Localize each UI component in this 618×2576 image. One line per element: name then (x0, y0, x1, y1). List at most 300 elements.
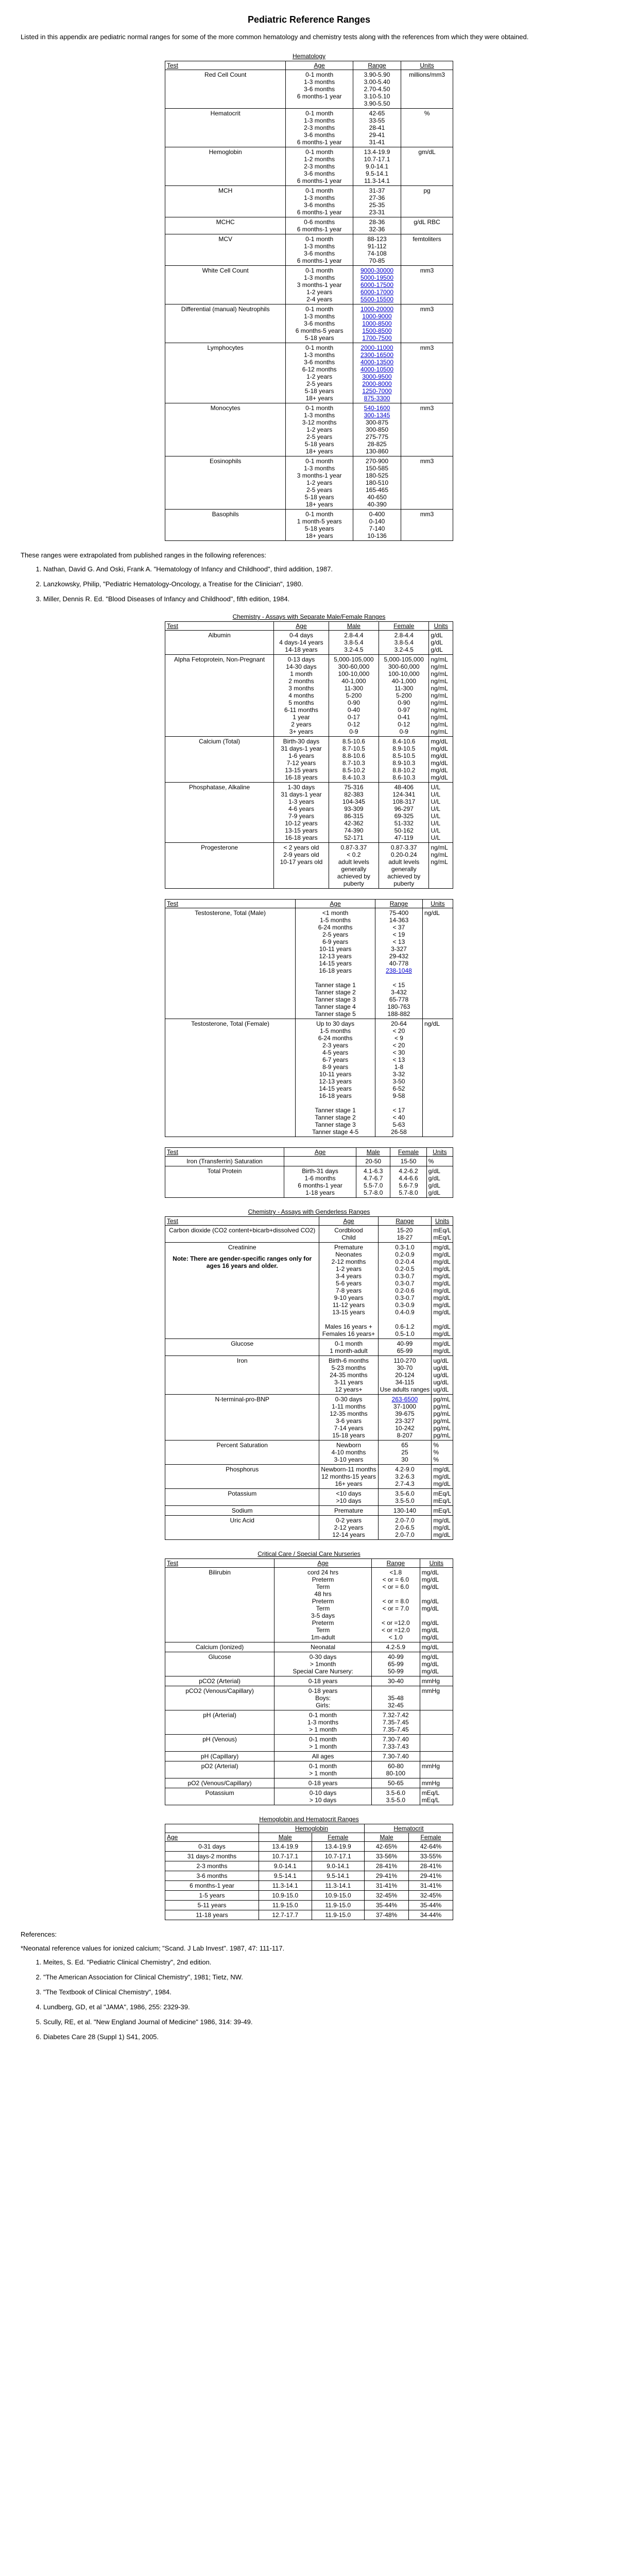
cell-line: 1-5 months (320, 917, 351, 924)
table-cell: 6 months-1 year (165, 1881, 259, 1891)
table-cell (286, 403, 353, 456)
cell-line: pg/mL (433, 1417, 451, 1425)
cell-line: 8.5-10.5 (392, 752, 416, 759)
cell-line: 5.6-7.9 (399, 1182, 418, 1189)
table-row (165, 1686, 453, 1710)
range-link[interactable]: 1250-7000 (362, 387, 392, 395)
test-name (165, 1243, 319, 1339)
cell-line: 7-140 (369, 525, 385, 532)
cell-line: 0.6-1.2 (395, 1323, 415, 1330)
range-link[interactable]: 2300-16500 (360, 351, 394, 359)
table-cell: 37-48% (365, 1910, 409, 1920)
cell-line: 91-112 (367, 243, 387, 250)
cell-line: 28-36 (369, 218, 385, 226)
test-name (165, 1686, 274, 1710)
table-cell (353, 109, 401, 147)
cell-line: 25 (401, 1449, 408, 1456)
cell-line: 47-119 (394, 834, 414, 841)
cell-line: puberty (393, 880, 415, 887)
table-cell (390, 1166, 426, 1198)
table-row (165, 343, 453, 403)
cell-line: 8.5-10.6 (342, 738, 365, 745)
cell-line: < or =12.0 (381, 1619, 410, 1626)
cell-line: 8.9-10.3 (392, 759, 416, 767)
chemistry-genderless-table (165, 1208, 453, 1540)
cell-line (422, 1736, 451, 1743)
table-row (165, 1735, 453, 1752)
units: mm3 (401, 510, 453, 541)
column-header: Age (296, 900, 375, 908)
range-link[interactable]: 9000-30000 (360, 267, 394, 274)
range-link[interactable]: 1000-8500 (362, 320, 392, 327)
test-label: pO2 (Arterial) (201, 1762, 238, 1770)
cell-line: mg/dL (421, 1634, 439, 1641)
table-cell: 42-65% (365, 1842, 409, 1852)
cell-line: 14-15 years (319, 1085, 352, 1092)
table-cell (274, 1735, 372, 1752)
cell-line: mg/dL (421, 1576, 439, 1583)
cell-line: 2.8-4.4 (394, 632, 414, 639)
cell-line: 35-48 (387, 1694, 404, 1702)
cell-line: <1 month (322, 909, 349, 917)
cell-line: 5-18 years (304, 334, 334, 342)
cell-line: 9-58 (392, 1092, 405, 1099)
range-link[interactable]: 1700-7500 (362, 334, 392, 342)
range-link[interactable]: 875-3300 (364, 395, 390, 402)
cell-line: % (433, 1456, 439, 1463)
units: mm3 (401, 343, 453, 403)
cell-line: 5-18 years (304, 494, 334, 501)
table-row (165, 737, 453, 783)
range-line (355, 274, 399, 281)
cell-line: 31-41 (369, 139, 385, 146)
table-cell: 31-41% (409, 1881, 453, 1891)
hgb-hct-section (21, 1816, 597, 1920)
group-header: Hematocrit (365, 1824, 453, 1833)
cell-line: % (428, 1158, 434, 1165)
cell-line: ng/mL (431, 714, 448, 721)
table-cell: 3-6 months (165, 1871, 259, 1881)
table-cell: 13.4-19.9 (312, 1842, 365, 1852)
cell-line: < or = 7.0 (382, 1605, 409, 1612)
cell-line: 1-11 months (332, 1403, 366, 1410)
cell-line: 16-18 years (285, 774, 318, 781)
cell-line: 48-406 (394, 784, 414, 791)
cell-line: 8.8-10.2 (392, 767, 416, 774)
table-cell (432, 1243, 453, 1339)
cell-line: Tanner stage 3 (315, 1121, 356, 1128)
test-label: pO2 (Venous/Capillary) (187, 1780, 252, 1787)
cell-line: 3.10-5.10 (364, 93, 390, 100)
reference-item: 2. Lanzkowsky, Philip, "Pediatric Hematology-Oncology, a Treatise for the Clinician", 1980. (43, 580, 597, 588)
cell-line (422, 1743, 451, 1750)
cell-line: 18+ years (305, 501, 333, 508)
cell-line: Tanner stage 4 (315, 1003, 356, 1010)
cell-line: g/dL (428, 1175, 440, 1182)
cell-line: 14-363 (389, 917, 409, 924)
cell-line: 75-316 (344, 784, 364, 791)
column-header: Age (286, 61, 353, 70)
range-link[interactable]: 6000-17500 (360, 281, 394, 289)
table-cell (432, 1465, 453, 1489)
table-cell (274, 1761, 372, 1778)
cell-line: 23-31 (369, 209, 385, 216)
cell-line: 0-140 (369, 518, 385, 525)
test-name: MCV (165, 234, 286, 266)
table-cell (420, 1788, 453, 1805)
test-name: Basophils (165, 510, 286, 541)
cell-line: 1-18 years (305, 1189, 335, 1196)
cell-line: mg/dL (431, 752, 448, 759)
range-link[interactable]: 263-6500 (391, 1396, 418, 1403)
cell-line: 5-18 years (304, 387, 334, 395)
cell-line: 20-50 (365, 1158, 382, 1165)
cell-line: 0-1 month (305, 344, 334, 351)
cell-line: 1-3 months (304, 465, 335, 472)
cell-line: 2-12 years (334, 1524, 364, 1531)
cell-line: 69-325 (394, 812, 414, 820)
cell-line: 3-6 months (304, 359, 335, 366)
table-cell: 9.0-14.1 (259, 1861, 312, 1871)
cell-line: mg/dL (431, 738, 448, 745)
cell-line: 50-65 (387, 1780, 404, 1787)
cell-line: < 15 (392, 981, 405, 989)
cell-line: 300-60,000 (388, 663, 420, 670)
table-cell (353, 234, 401, 266)
column-header: Units (432, 1217, 453, 1226)
cell-line: 31-37 (369, 187, 385, 194)
table-cell (420, 1710, 453, 1735)
cell-line: 4 months (288, 692, 314, 699)
table-row (165, 266, 453, 304)
table-cell (296, 908, 375, 1019)
table-cell (420, 1761, 453, 1778)
column-header: Range (371, 1559, 420, 1568)
cell-line: Boys: (315, 1694, 331, 1702)
range-link[interactable]: 1000-20000 (360, 306, 394, 313)
table-row (165, 843, 453, 889)
cell-line: g/dL (431, 632, 443, 639)
header-row (165, 622, 453, 631)
cell-line: ng/mL (431, 721, 448, 728)
cell-line: < 19 (392, 931, 405, 938)
cell-line: 3.8-5.4 (394, 639, 414, 646)
reference-item: 3. "The Textbook of Clinical Chemistry", 1984. (43, 1988, 597, 1996)
cell-line: 6-7 years (322, 1056, 349, 1063)
table-cell: 11-18 years (165, 1910, 259, 1920)
test-label: pH (Arterial) (203, 1711, 236, 1719)
cell-line: 3.90-5.90 (364, 71, 390, 78)
table-cell: 0-31 days (165, 1842, 259, 1852)
cell-line: 6 months-1 year (298, 1182, 342, 1189)
test-note: Note: There are gender-specific ranges only for ages 16 years and older. (173, 1255, 312, 1269)
cell-line: 10-136 (367, 532, 387, 539)
cell-line: 86-315 (344, 812, 364, 820)
range-link[interactable]: 3000-9500 (362, 373, 392, 380)
column-header: Age (274, 1559, 372, 1568)
cell-line: 13-15 years (285, 767, 318, 774)
cell-line: 3.2-6.3 (395, 1473, 415, 1480)
cell-line: 65-99 (397, 1347, 413, 1354)
cell-line: 31 days-1 year (281, 745, 322, 752)
table-cell (429, 655, 453, 737)
column-header: Male (365, 1833, 409, 1842)
cell-line (377, 974, 421, 981)
test-label: Uric Acid (230, 1517, 254, 1524)
cell-line: 11.3-14.1 (364, 177, 390, 184)
cell-line: generally (341, 866, 367, 873)
cell-line: 1 month (290, 670, 313, 677)
table-cell (371, 1710, 420, 1735)
cell-line: mg/dL (421, 1643, 439, 1651)
range-link[interactable]: 4000-10500 (360, 366, 394, 373)
cell-line: 130-140 (393, 1507, 416, 1514)
column-header: Units (401, 61, 453, 70)
table-cell (371, 1788, 420, 1805)
cell-line: 1-2 years (306, 289, 333, 296)
cell-line: 7-9 years (288, 812, 314, 820)
cell-line: 37-1000 (393, 1403, 416, 1410)
cell-line: < or = 8.0 (382, 1598, 409, 1605)
cell-line (321, 1316, 376, 1323)
cell-line: 0.2-0.9 (395, 1251, 415, 1258)
cell-line: 1-2 years (306, 373, 333, 380)
cell-line (422, 1726, 451, 1733)
cell-line: 0-1 month (309, 1736, 337, 1743)
column-header: Test (165, 900, 296, 908)
table-cell: 29-41% (365, 1871, 409, 1881)
cell-line: 1-3 months (304, 351, 335, 359)
header-row (165, 1148, 453, 1157)
cell-line: 0.2-0.6 (395, 1287, 415, 1294)
cell-line: 165-465 (365, 486, 389, 494)
test-name: Testosterone, Total (Female) (165, 1019, 296, 1137)
cell-line: mg/dL (421, 1605, 439, 1612)
table-cell (319, 1395, 378, 1440)
table-cell: 11.9-15.0 (259, 1901, 312, 1910)
cell-line: mg/dL (421, 1668, 439, 1675)
cell-line: 1-3 months (304, 194, 335, 201)
cell-line: 30-40 (387, 1677, 404, 1685)
table-row (165, 1339, 453, 1356)
cell-line: ng/mL (431, 677, 448, 685)
units: % (401, 109, 453, 147)
cell-line: mg/dL (421, 1660, 439, 1668)
table-row (165, 1157, 453, 1166)
cell-line (422, 1770, 451, 1777)
cell-line (422, 1702, 451, 1709)
cell-line: 30-70 (397, 1364, 413, 1371)
cell-line: 0-30 days (335, 1396, 363, 1403)
range-line (355, 351, 399, 359)
table-caption: Chemistry - Assays with Genderless Ranges (248, 1208, 370, 1215)
cell-line: 6 months-1 year (297, 177, 342, 184)
cell-line: 3 months-1 year (297, 472, 342, 479)
range-line (355, 327, 399, 334)
cell-line: 0-1 month (334, 1340, 363, 1347)
cell-line: 32-45 (387, 1702, 404, 1709)
cell-line: 10-11 years (319, 1071, 352, 1078)
cell-line: 14-30 days (286, 663, 317, 670)
cell-line: Preterm (312, 1576, 334, 1583)
table-cell: 11.3-14.1 (312, 1881, 365, 1891)
cell-line (422, 1753, 451, 1760)
cell-line: mg/dL (421, 1598, 439, 1605)
cell-line: Males 16 years + (325, 1323, 372, 1330)
cell-line: mg/dL (421, 1653, 439, 1660)
table-cell: 29-41% (409, 1871, 453, 1881)
test-name (165, 1752, 274, 1761)
intro-text: Listed in this appendix are pediatric normal ranges for some of the more common hematology and chemistry tests along with the references from which they were obtained. (21, 33, 529, 41)
critical-care-section (21, 1550, 597, 1805)
cell-line: pg/mL (433, 1410, 451, 1417)
cell-line: 3-6 months (304, 201, 335, 209)
cell-line: < 17 (392, 1107, 405, 1114)
range-link[interactable]: 5000-19500 (360, 274, 394, 281)
cell-line: 5-63 (392, 1121, 405, 1128)
cell-line: 6-12 months (302, 366, 337, 373)
cell-line: ng/mL (431, 663, 448, 670)
cell-line: 7.35-7.45 (382, 1719, 409, 1726)
cell-line: Tanner stage 5 (315, 1010, 356, 1018)
table-cell (286, 456, 353, 510)
cell-line: > 10 days (309, 1797, 337, 1804)
column-header: Range (353, 61, 401, 70)
cell-line: 4.7-6.7 (364, 1175, 383, 1182)
range-link[interactable]: 4000-13500 (360, 359, 394, 366)
hematology-refs-list (21, 565, 597, 603)
cell-line: 28-825 (367, 440, 387, 448)
test-name: Calcium (Total) (165, 737, 274, 783)
table-cell (353, 510, 401, 541)
cell-line: 6-11 months (284, 706, 318, 714)
cell-line: Tanner stage 4-5 (312, 1128, 359, 1136)
table-cell (353, 304, 401, 343)
cell-line: <1.8 (389, 1569, 402, 1576)
table-cell (319, 1243, 378, 1339)
page-title: Pediatric Reference Ranges (247, 14, 371, 25)
cell-line: 1-3 months (304, 78, 335, 86)
cell-line: 65-99 (387, 1660, 404, 1668)
range-link[interactable]: 238-1048 (386, 967, 412, 974)
range-link[interactable]: 1000-9000 (362, 313, 392, 320)
range-link[interactable]: 2000-8000 (362, 380, 392, 387)
test-name: Alpha Fetoprotein, Non-Pregnant (165, 655, 274, 737)
cell-line: 18-27 (397, 1234, 413, 1241)
cell-line: 39-675 (395, 1410, 415, 1417)
test-label: pCO2 (Venous/Capillary) (185, 1687, 254, 1694)
cell-line: puberty (343, 880, 364, 887)
table-row (165, 234, 453, 266)
range-link[interactable]: 1500-8500 (362, 327, 392, 334)
cell-line: 6 months-1 year (297, 209, 342, 216)
table-cell (353, 186, 401, 217)
test-name (165, 1356, 319, 1395)
table-row (165, 631, 453, 655)
cell-line: 0.4-0.9 (395, 1309, 415, 1316)
cell-line: <10 days (336, 1490, 362, 1497)
cell-line: 0-1 month (305, 235, 334, 243)
cell-line: 3-10 years (334, 1456, 364, 1463)
cell-line: 6 months-1 year (297, 93, 342, 100)
range-link[interactable]: 300-1345 (364, 412, 390, 419)
cell-line: 0-9 (349, 728, 358, 735)
table-cell (371, 1752, 420, 1761)
cell-line: 300-850 (365, 426, 389, 433)
table-cell: 1-5 years (165, 1891, 259, 1901)
cell-line: 3-12 months (302, 419, 337, 426)
units: ng/dL (422, 908, 453, 1019)
cell-line: mEq/L (421, 1797, 440, 1804)
table-row (165, 1891, 453, 1901)
table-cell (286, 70, 353, 109)
cell-line: 8.6-10.3 (392, 774, 416, 781)
cell-line: 3.5-6.0 (395, 1490, 415, 1497)
cell-line: ng/mL (431, 699, 448, 706)
cell-line: 3-432 (391, 989, 407, 996)
table-cell (429, 737, 453, 783)
range-link[interactable]: 540-1600 (364, 404, 390, 412)
table-row (165, 1166, 453, 1198)
cell-line: 3.8-5.4 (344, 639, 364, 646)
range-link[interactable]: 5500-15500 (360, 296, 394, 303)
references-label: References: (21, 1930, 57, 1938)
table-row (165, 1516, 453, 1540)
table-cell: 9.5-14.1 (259, 1871, 312, 1881)
cell-line: Cordblood (334, 1227, 363, 1234)
test-name: Albumin (165, 631, 274, 655)
cell-line: 0-1 month (305, 457, 334, 465)
cell-line: mg/dL (433, 1251, 451, 1258)
cell-line: 5.7-8.0 (399, 1189, 418, 1196)
column-header: Test (165, 1217, 319, 1226)
range-link[interactable]: 6000-17000 (360, 289, 394, 296)
table-caption: Hematology (292, 53, 326, 60)
cell-line: g/dL (428, 1182, 440, 1189)
cell-line: 1-3 months (304, 274, 335, 281)
table-cell: 10.7-17.1 (312, 1852, 365, 1861)
cell-line: 70-85 (369, 257, 385, 264)
cell-line: > 1 month (309, 1770, 337, 1777)
range-link[interactable]: 2000-11000 (360, 344, 393, 351)
cell-line: 0-1 month (305, 267, 334, 274)
table-cell (429, 843, 453, 889)
test-name: Testosterone, Total (Male) (165, 908, 296, 1019)
cell-line: mg/dL (433, 1531, 451, 1538)
cell-line: 300-875 (365, 419, 389, 426)
cell-line (422, 1711, 451, 1719)
cell-line: 12 months-15 years (321, 1473, 376, 1480)
cell-line: 40-650 (367, 494, 387, 501)
references-note: *Neonatal reference values for ionized calcium; "Scand. J Lab Invest". 1987, 47: 111-117. (21, 1944, 285, 1952)
table-row (165, 1842, 453, 1852)
table-cell (319, 1489, 378, 1506)
cell-line: 0-17 (347, 714, 360, 721)
cell-line: > 1 month (309, 1743, 337, 1750)
cell-line: 80-100 (386, 1770, 406, 1777)
cell-line: mg/dL (421, 1626, 439, 1634)
cell-line: 16-18 years (319, 967, 352, 974)
table-cell: 28-41% (365, 1861, 409, 1871)
cell-line: 5-200 (396, 692, 412, 699)
cell-line: 3.5-5.0 (395, 1497, 415, 1504)
cell-line: g/dL (431, 646, 443, 653)
hgb-hct-table (165, 1816, 453, 1920)
table-cell (319, 1226, 378, 1243)
cell-line: mg/dL (431, 759, 448, 767)
cell-line: 2-4 years (306, 296, 333, 303)
cell-line: 15-20 (397, 1227, 413, 1234)
